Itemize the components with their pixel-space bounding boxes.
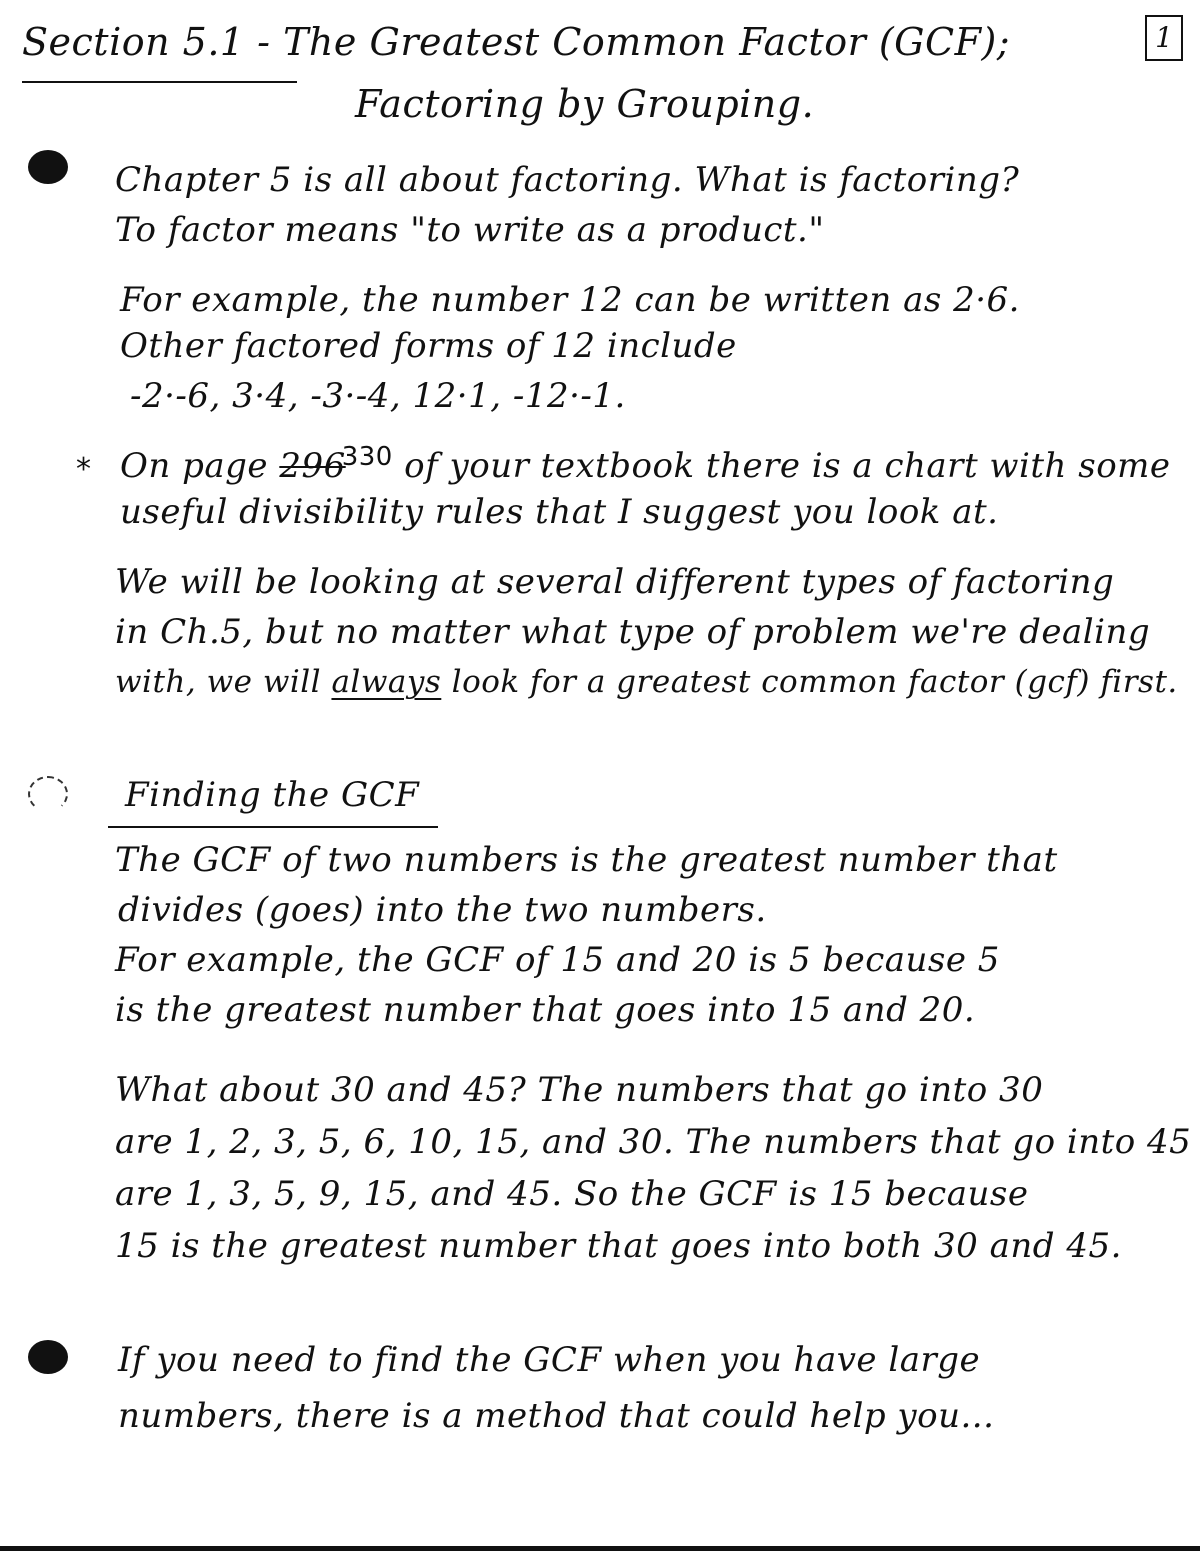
struck-page-number: 296	[279, 446, 346, 486]
textbook-note-line-1	[120, 442, 1171, 489]
gcf-question-line-4: 15 is the greatest number that goes into both 30 and 45.	[115, 1226, 1122, 1266]
definition-line-1: The GCF of two numbers is the greatest number that	[115, 840, 1058, 880]
asterisk-icon: *	[76, 452, 91, 487]
page-bottom-rule	[0, 1546, 1200, 1551]
title-underline	[22, 81, 297, 83]
title-line-2: Factoring by Grouping.	[355, 82, 815, 126]
open-bullet-icon	[28, 776, 68, 812]
example-12-line-3: -2·-6, 3·4, -3·-4, 12·1, -12·-1.	[130, 376, 626, 416]
intro-line-1: Chapter 5 is all about factoring. What is factoring?	[115, 160, 1020, 200]
title-line-1: Section 5.1 - The Greatest Common Factor (GCF);	[22, 20, 1011, 64]
gcf-question-line-3: are 1, 3, 5, 9, 15, and 45. So the GCF is 15 because	[115, 1174, 1029, 1214]
types-line-1: We will be looking at several different types of factoring	[115, 562, 1115, 602]
types-line-3-pre: with, we will	[115, 664, 322, 700]
gcf-question-line-1: What about 30 and 45? The numbers that go into 30	[115, 1070, 1044, 1110]
types-line-3-post: look for a greatest common factor (gcf) first.	[451, 664, 1178, 700]
types-line-2: in Ch.5, but no matter what type of problem we're dealing	[115, 612, 1151, 652]
textbook-note-rest: of your textbook there is a chart with some	[404, 446, 1171, 486]
types-line-3	[115, 662, 1178, 702]
textbook-note-prefix: On page	[120, 446, 268, 486]
gcf-example-line-2: is the greatest number that goes into 15 and 20.	[115, 990, 976, 1030]
corrected-page-number: 330	[341, 442, 393, 472]
intro-line-2: To factor means "to write as a product."	[115, 210, 825, 250]
emphasis-always: always	[331, 664, 442, 700]
filled-bullet-icon	[28, 1340, 68, 1374]
example-12-line-1: For example, the number 12 can be written as 2·6.	[120, 280, 1020, 320]
page-number: 1	[1145, 15, 1183, 61]
textbook-note-line-2: useful divisibility rules that I suggest you look at.	[120, 492, 999, 532]
example-12-line-2: Other factored forms of 12 include	[120, 326, 737, 366]
large-numbers-line-2: numbers, there is a method that could help you...	[118, 1396, 995, 1436]
gcf-question-line-2: are 1, 2, 3, 5, 6, 10, 15, and 30. The numbers that go into 45	[115, 1122, 1192, 1162]
heading-underline	[108, 826, 438, 828]
large-numbers-line-1: If you need to find the GCF when you have large	[118, 1340, 981, 1380]
finding-gcf-heading: Finding the GCF	[125, 775, 420, 815]
definition-line-2: divides (goes) into the two numbers.	[118, 890, 767, 930]
filled-bullet-icon	[28, 150, 68, 184]
gcf-example-line-1: For example, the GCF of 15 and 20 is 5 because 5	[115, 940, 1000, 980]
